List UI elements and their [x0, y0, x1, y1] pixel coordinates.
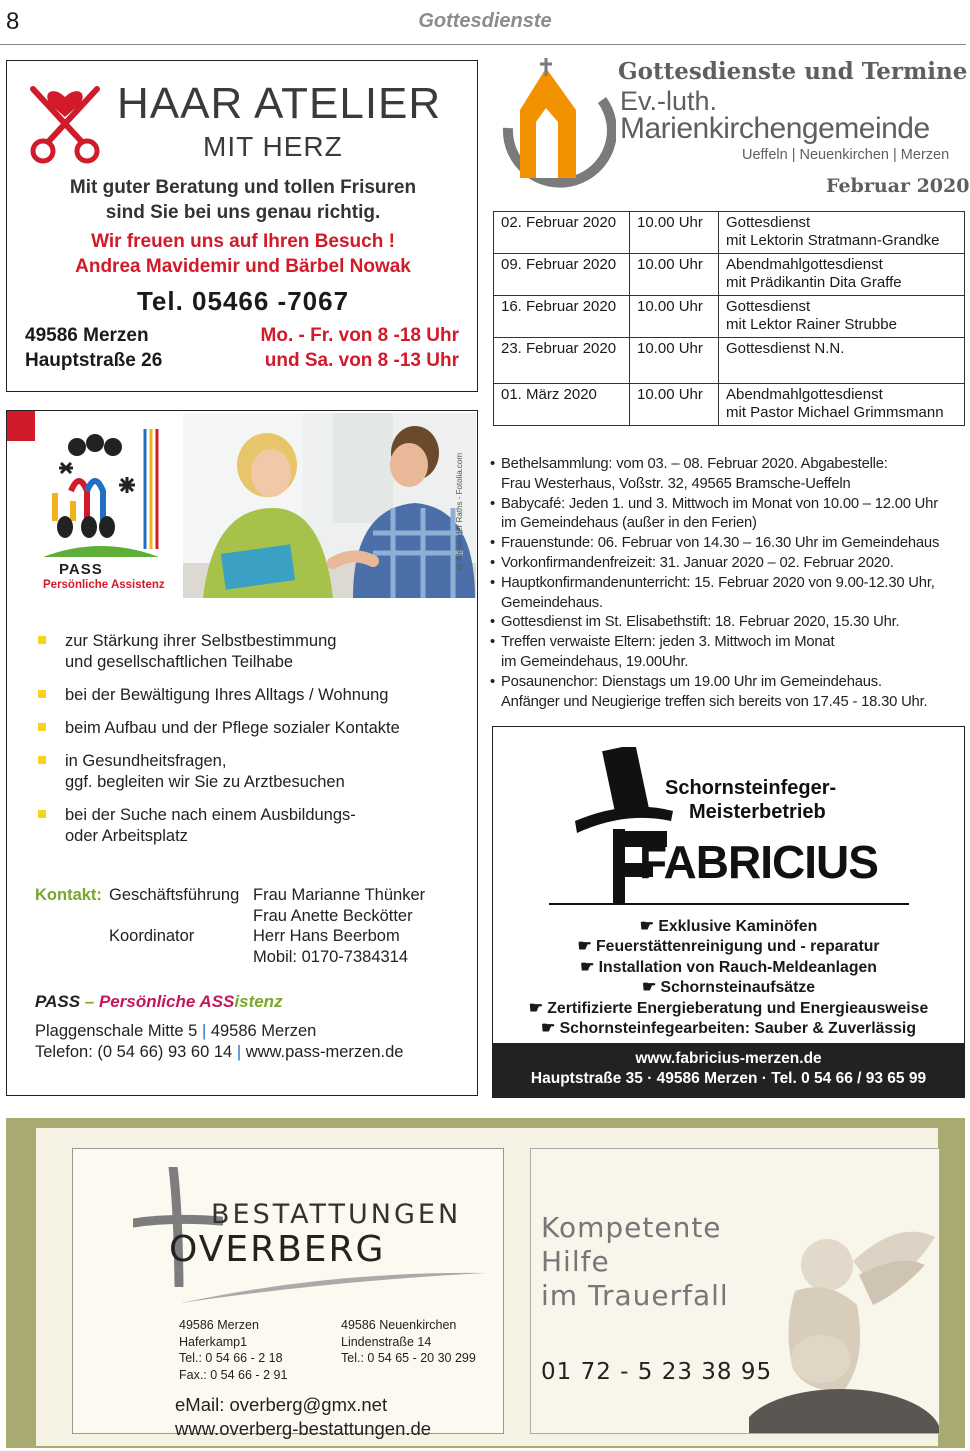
- fab-divider: [549, 903, 909, 905]
- overberg-merzen: 49586 Merzen Haferkamp1 Tel.: 0 54 66 - 2 18 Fax.: 0 54 66 - 2 91: [179, 1318, 288, 1382]
- fab-service: ☛ Schornsteinaufsätze: [641, 979, 816, 997]
- gd-month: Februar 2020: [826, 175, 970, 197]
- contact-person-3: Herr Hans Beerbom: [253, 927, 400, 945]
- swoosh-icon: [181, 1267, 491, 1307]
- pass-brand: PASS – Persönliche ASSistenz: [35, 992, 283, 1011]
- haar-tagline-2: sind Sie bei uns genau richtig.: [105, 202, 381, 223]
- list-item: in Gesundheitsfragen, ggf. begleiten wir Sie zu Arztbesuchen: [35, 751, 475, 793]
- list-item: zur Stärkung ihrer Selbstbestimmung und gesellschaftlichen Teilhabe: [35, 631, 475, 673]
- haar-hours-weekday: Mo. - Fr. von 8 -18 Uhr: [260, 325, 459, 346]
- fabricius-ad: [492, 726, 965, 1098]
- page-number: 8: [6, 8, 20, 35]
- table-row: 16. Februar 2020 10.00 Uhr Gottesdienst mit Lektor Rainer Strubbe: [494, 296, 965, 338]
- header-rule: [0, 44, 966, 45]
- fab-contact-bar: [493, 1043, 964, 1097]
- list-item: beim Aufbau und der Pflege sozialer Kontakte: [35, 718, 475, 739]
- overberg-online: [175, 1393, 431, 1441]
- overberg-phone: 01 72 - 5 23 38 95: [541, 1359, 773, 1385]
- church-logo: [490, 58, 616, 198]
- table-row: 23. Februar 2020 10.00 Uhr Gottesdienst N.N.: [494, 338, 965, 384]
- gd-notes-list: [490, 455, 970, 712]
- haar-phone: Tel. 05466 -7067: [136, 286, 350, 316]
- list-item: • Bethelsammlung: vom 03. – 08. Februar 2020. Abgabestelle: Frau Westerhaus, Voßstr. 32, 49565 Bramsche-Ueffeln: [490, 455, 970, 495]
- list-item: • Treffen verwaiste Eltern: jeden 3. Mittwoch im Monat im Gemeindehaus, 19.00Uhr.: [490, 633, 970, 673]
- contact-person-2: Frau Anette Beckötter: [253, 906, 413, 925]
- fab-service: ☛ Schornsteinfegearbeiten: Sauber & Zuverlässig: [541, 1020, 916, 1037]
- list-item: • Vorkonfirmandenfreizeit: 31. Januar 2020 – 02. Februar 2020.: [490, 554, 970, 574]
- consultation-photo: [183, 413, 476, 598]
- haar-atelier-ad: [6, 60, 478, 392]
- red-corner: [7, 411, 35, 441]
- gd-church-places: Ueffeln | Neuenkirchen | Merzen: [742, 147, 950, 163]
- angel-statue-image: [749, 1209, 939, 1433]
- haar-title: HAAR ATELIER: [117, 79, 442, 128]
- haar-welcome: Wir freuen uns auf Ihren Besuch !: [91, 231, 395, 252]
- overberg-email-link[interactable]: eMail: overberg@gmx.net: [175, 1394, 388, 1415]
- contact-role-1: Geschäftsführung: [109, 886, 240, 904]
- scissors-heart-icon: [23, 75, 107, 165]
- list-item: • Babycafé: Jeden 1. und 3. Mittwoch im Monat von 10.00 – 12.00 Uhr im Gemeindehaus (außer in den Ferien): [490, 495, 970, 535]
- overberg-title-2: OVERBERG: [169, 1229, 386, 1270]
- fab-service: ☛ Exklusive Kaminöfen: [639, 918, 818, 935]
- overberg-ad: [6, 1118, 965, 1448]
- list-item: • Frauenstunde: 06. Februar von 14.30 – 16.30 Uhr im Gemeindehaus: [490, 534, 970, 554]
- list-item: bei der Bewältigung Ihres Alltags / Wohnung: [35, 685, 475, 706]
- fab-address: Hauptstraße 35 · 49586 Merzen · Tel. 0 54 66 / 93 65 99: [530, 1070, 927, 1087]
- haar-owners: Andrea Mavidemir und Bärbel Nowak: [75, 256, 411, 277]
- list-item: • Hauptkonfirmandenunterricht: 15. Februar 2020 von 9.00-12.30 Uhr, Gemeindehaus.: [490, 574, 970, 614]
- overberg-slogan: Kompetente Hilfe im Trauerfall: [541, 1211, 729, 1312]
- pass-logo-name: PASS: [59, 561, 103, 578]
- overberg-slogan-card: [530, 1148, 940, 1434]
- contact-role-2: Koordinator: [109, 927, 195, 945]
- gd-church-name: Marienkirchengemeinde: [620, 112, 930, 145]
- haar-city: 49586 Merzen: [25, 325, 149, 346]
- overberg-title-1: BESTATTUNGEN: [211, 1199, 462, 1230]
- pass-logo-sub: Persönliche Assistenz: [43, 579, 165, 591]
- overberg-neuenkirchen: 49586 Neuenkirchen Lindenstraße 14 Tel.: 0 54 65 - 20 30 299: [341, 1318, 476, 1365]
- fab-title-1: Schornsteinfeger-: [665, 777, 837, 799]
- fab-service: ☛ Zertifizierte Energieberatung und Energieausweise: [528, 999, 929, 1017]
- gd-heading: Gottesdienste und Termine: [618, 58, 968, 85]
- list-item: • Posaunenchor: Dienstags um 19.00 Uhr im Gemeindehaus. Anfänger und Neugierige treffen sich bereits von 17.45 - 18.30 Uhr.: [490, 673, 970, 713]
- contact-mobile: Mobil: 0170-7384314: [253, 947, 409, 966]
- fab-service: ☛ Feuerstättenreinigung und - reparatur: [577, 938, 880, 956]
- haar-hours-saturday: und Sa. von 8 -13 Uhr: [264, 350, 459, 371]
- section-title: Gottesdienste: [418, 10, 552, 32]
- pass-phone-line: Telefon: (0 54 66) 93 60 14 | www.pass-merzen.de: [35, 1043, 404, 1061]
- list-item: • Gottesdienst im St. Elisabethstift: 18. Februar 2020, 15.30 Uhr.: [490, 613, 970, 633]
- overberg-web-link[interactable]: www.overberg-bestattungen.de: [175, 1418, 432, 1439]
- haar-street: Hauptstraße 26: [25, 350, 163, 371]
- pass-web-link[interactable]: www.pass-merzen.de: [245, 1043, 404, 1061]
- fab-web-link[interactable]: www.fabricius-merzen.de: [635, 1050, 822, 1067]
- service-schedule-table: [493, 211, 965, 426]
- overberg-contact-card: [72, 1148, 504, 1439]
- pass-logo: [37, 429, 167, 579]
- table-row: 02. Februar 2020 10.00 Uhr Gottesdienst mit Lektorin Stratmann-Grandke: [494, 212, 965, 254]
- table-row: 01. März 2020 10.00 Uhr Abendmahlgottesdienst mit Pastor Michael Grimmsmann: [494, 384, 965, 426]
- fab-name: FABRICIUS: [639, 836, 878, 888]
- gd-church-prefix: Ev.-luth.: [620, 86, 718, 116]
- pass-services-list: [35, 631, 475, 859]
- fab-service: ☛ Installation von Rauch-Meldeanlagen: [580, 958, 877, 976]
- contact-label: Kontakt:: [35, 886, 102, 904]
- haar-tagline-1: Mit guter Beratung und tollen Frisuren: [69, 177, 417, 198]
- haar-subtitle: MIT HERZ: [203, 131, 343, 162]
- table-row: 09. Februar 2020 10.00 Uhr Abendmahlgottesdienst mit Prädikantin Dita Graffe: [494, 254, 965, 296]
- fab-title-2: Meisterbetrieb: [689, 801, 826, 823]
- photo-credit: © Alexander Raths - Fotolia.com: [455, 453, 464, 572]
- contact-person-1: Frau Marianne Thünker: [253, 886, 426, 904]
- list-item: bei der Suche nach einem Ausbildungs- oder Arbeitsplatz: [35, 805, 475, 847]
- pass-address-line: Plaggenschale Mitte 5 | 49586 Merzen: [35, 1022, 317, 1040]
- pass-ad: [6, 410, 478, 1096]
